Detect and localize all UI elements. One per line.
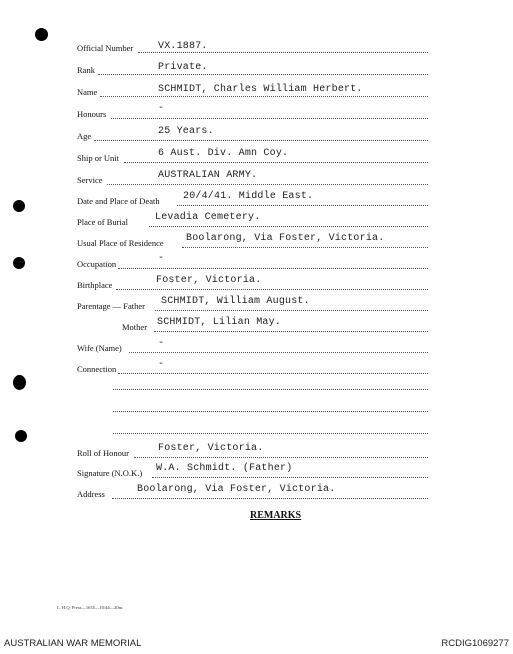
dotted-line-blank (113, 433, 428, 434)
label-occupation: Occupation (77, 259, 117, 269)
printer-imprint: L. H.Q. Press—1635—10/44—20m. (57, 605, 124, 610)
value-address: Boolarong, Via Foster, Victoria. (137, 484, 336, 495)
value-parentage-father: SCHMIDT, William August. (161, 296, 310, 307)
label-honours: Honours (77, 109, 107, 119)
footer-left-text: AUSTRALIAN WAR MEMORIAL (4, 638, 142, 649)
label-place-burial: Place of Burial (77, 217, 128, 227)
label-ship-or-unit: Ship or Unit (77, 153, 120, 163)
value-date-place-death: 20/4/41. Middle East. (183, 191, 314, 202)
dotted-line (177, 205, 428, 206)
value-age: 25 Years. (158, 126, 214, 137)
dotted-line (118, 373, 428, 374)
label-rank: Rank (77, 65, 95, 75)
dotted-line (154, 331, 428, 332)
dotted-line (138, 52, 428, 53)
label-usual-residence: Usual Place of Residence (77, 238, 164, 248)
label-address: Address (77, 489, 105, 499)
dotted-line (107, 184, 428, 185)
dotted-line (116, 289, 428, 290)
label-connection: Connection (77, 364, 117, 374)
dotted-line (112, 498, 428, 499)
label-wife: Wife (Name) (77, 343, 122, 353)
dotted-line (111, 118, 428, 119)
punch-hole (13, 257, 25, 269)
value-usual-residence: Boolarong, Via Foster, Victoria. (186, 233, 385, 244)
dotted-line (94, 140, 428, 141)
value-connection: - (158, 359, 165, 370)
label-service: Service (77, 175, 103, 185)
value-service: AUSTRALIAN ARMY. (158, 170, 258, 181)
value-place-burial: Levadia Cemetery. (155, 212, 261, 223)
dotted-line (134, 457, 428, 458)
value-mother: SCHMIDT, Lilian May. (157, 317, 282, 328)
label-parentage-father: Parentage — Father (77, 301, 145, 311)
label-name: Name (77, 87, 98, 97)
punch-hole (15, 430, 27, 442)
value-wife: - (158, 338, 165, 349)
value-official-number: VX.1887. (158, 41, 208, 52)
label-official-number: Official Number (77, 43, 134, 53)
value-ship-or-unit: 6 Aust. Div. Amn Coy. (158, 148, 289, 159)
footer-right-text: RCDIG1069277 (441, 638, 509, 649)
dotted-line-blank (113, 389, 428, 390)
dotted-line (98, 74, 428, 75)
value-signature: W.A. Schmidt. (Father) (156, 463, 293, 474)
dotted-line (152, 477, 428, 478)
value-honours: - (158, 103, 165, 114)
value-name: SCHMIDT, Charles William Herbert. (158, 84, 363, 95)
dotted-line (118, 268, 428, 269)
label-date-place-death: Date and Place of Death (77, 196, 160, 206)
value-roll-of-honour: Foster, Victoria. (158, 443, 264, 454)
dotted-line (149, 226, 428, 227)
label-age: Age (77, 131, 92, 141)
dotted-line (155, 310, 428, 311)
dotted-line (100, 96, 428, 97)
label-mother: Mother (122, 322, 148, 332)
label-birthplace: Birthplace (77, 280, 113, 290)
dotted-line (182, 247, 428, 248)
dotted-line (124, 162, 428, 163)
label-signature: Signature (N.O.K.) (77, 468, 143, 478)
punch-hole (13, 200, 25, 212)
value-rank: Private. (158, 62, 208, 73)
dotted-line (129, 352, 428, 353)
punch-hole-top (35, 28, 48, 41)
value-birthplace: Foster, Victoria. (156, 275, 262, 286)
label-roll-of-honour: Roll of Honour (77, 448, 129, 458)
footer-bar (0, 633, 513, 654)
dotted-line-blank (113, 411, 428, 412)
punch-hole (13, 375, 26, 390)
remarks-heading: REMARKS (250, 510, 302, 521)
value-occupation: - (158, 253, 165, 264)
